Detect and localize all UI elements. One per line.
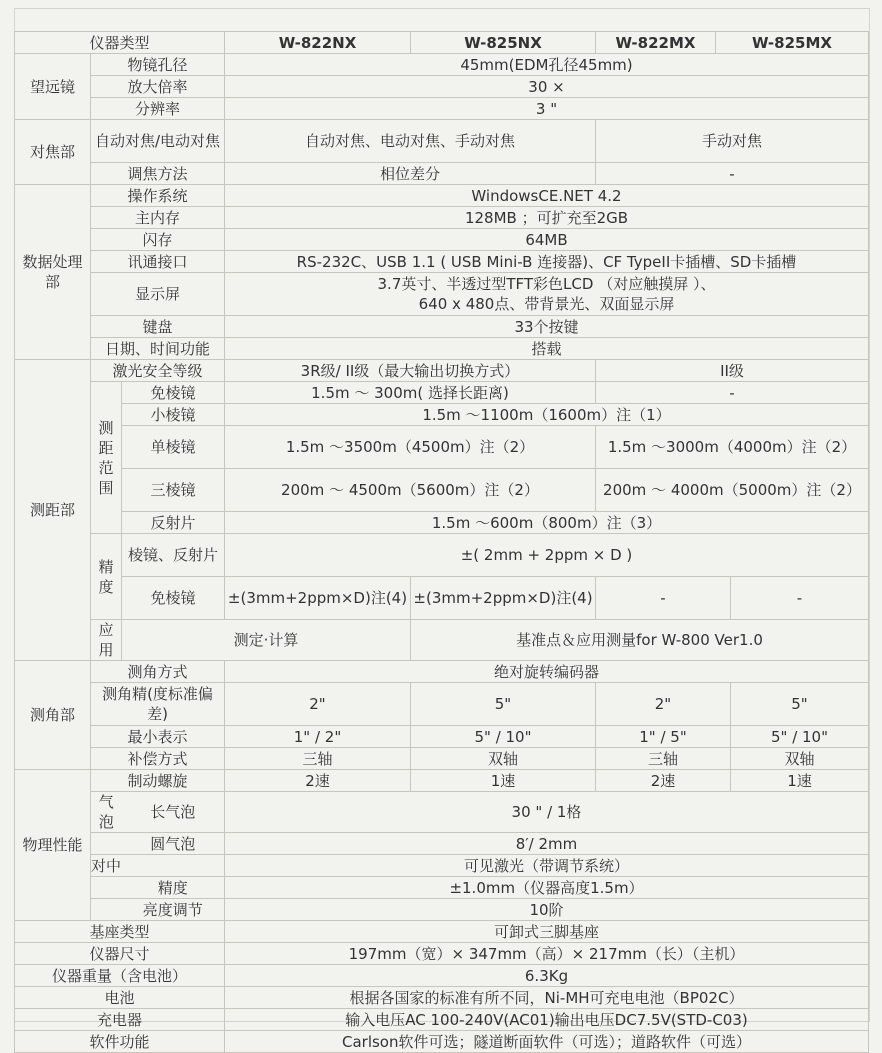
cell-value: 1" / 2" [225,726,411,748]
table-row [15,577,869,620]
cell-value: - [596,163,869,185]
cell-value: 1.5m ～3500m（4500m）注（2） [225,426,596,469]
cell-value: 3R级/ II级（最大输出切换方式） [225,360,596,382]
row-label: 三棱镜 [122,469,225,512]
cell-value: 搭载 [225,338,869,360]
cell-value: 双轴 [731,748,869,770]
cell-value: 5" [731,683,869,726]
cell-value: 1.5m ～600m（800m）注（3） [225,512,869,534]
plummet-spacer [91,877,122,899]
table-row [15,1031,869,1053]
row-label: 主内存 [91,207,225,229]
row-label: 测定·计算 [122,620,411,661]
row-label: 激光安全等级 [91,360,225,382]
row-label: 软件功能 [15,1031,225,1053]
table-row [15,360,869,382]
cell-value: 可卸式三脚基座 [225,921,869,943]
table-row [15,251,869,273]
table-row [15,229,869,251]
row-label: 讯通接口 [91,251,225,273]
table-row [15,943,869,965]
cell-value: - [596,577,731,620]
cell-value: 2" [225,683,411,726]
table-row [15,512,869,534]
cell-value: 30 " / 1格 [225,792,869,833]
table-row [15,748,869,770]
row-label: 充电器 [15,1009,225,1031]
table-row [15,76,869,98]
row-label: 小棱镜 [122,404,225,426]
cell-value: 5" / 10" [731,726,869,748]
spec-table [14,31,869,1053]
table-row [15,120,869,163]
table-row [15,833,869,855]
cell-value: 1" / 5" [596,726,731,748]
cell-value: 输入电压AC 100-240V(AC01)输出电压DC7.5V(STD-C03) [225,1009,869,1031]
row-label: 补偿方式 [91,748,225,770]
model-w822nx: W-822NX [225,32,411,54]
cell-value: 三轴 [596,748,731,770]
row-label: 最小表示 [91,726,225,748]
cell-value: - [731,577,869,620]
row-label: 圆气泡 [122,833,225,855]
cell-value: 基准点＆应用测量for W-800 Ver1.0 [411,620,869,661]
table-row [15,404,869,426]
table-row [15,534,869,577]
cell-value: 128MB ；可扩充至2GB [225,207,869,229]
cell-value: 三轴 [225,748,411,770]
cell-value: - [596,382,869,404]
cell-value: 5" [411,683,596,726]
display-line-1: 3.7英寸、半透过型TFT彩色LCD （对应触摸屏 ）、 [377,275,716,293]
table-row [15,316,869,338]
display-cell [225,273,869,316]
row-label: 基座类型 [15,921,225,943]
table-row [15,965,869,987]
cell-value: 相位差分 [225,163,596,185]
cell-value: ±(3mm+2ppm×D)注(4) [411,577,596,620]
row-label: 显示屏 [91,273,225,316]
header-label: 仪器类型 [15,32,225,54]
table-row [15,792,869,833]
cell-value: WindowsCE.NET 4.2 [225,185,869,207]
table-row [15,338,869,360]
cell-value: 197mm（宽）× 347mm（高）× 217mm（长）（主机） [225,943,869,965]
row-label: 调焦方法 [91,163,225,185]
cell-value: 8′/ 2mm [225,833,869,855]
table-row [15,877,869,899]
cell-value: 根据各国家的标准有所不同，Ni-MH可充电电池（BP02C） [225,987,869,1009]
cell-value: II级 [596,360,869,382]
table-row [15,620,869,661]
row-label: 分辨率 [91,98,225,120]
row-label: 免棱镜 [122,577,225,620]
cell-value: 1速 [731,770,869,792]
cell-value: 45mm(EDM孔径45mm) [225,54,869,76]
table-row [15,185,869,207]
row-label: 亮度调节 [122,899,225,921]
row-label: 反射片 [122,512,225,534]
group-focus: 对焦部 [15,120,91,185]
row-label: 长气泡 [122,792,225,833]
display-line-2: 640 x 480点、带背景光、双面显示屏 [418,295,675,313]
row-label: 仪器尺寸 [15,943,225,965]
model-w825mx: W-825MX [716,32,869,54]
table-row [15,273,869,316]
table-row [15,207,869,229]
table-row [15,987,869,1009]
cell-value: 2速 [596,770,731,792]
table-row [15,683,869,726]
cell-value: 2" [596,683,731,726]
bubble-spacer [91,833,122,855]
cell-value: 5" / 10" [411,726,596,748]
cell-value: 6.3Kg [225,965,869,987]
table-row [15,382,869,404]
cell-value: 1.5m ～ 300m( 选择长距离) [225,382,596,404]
row-label: 电池 [15,987,225,1009]
cell-value: 1.5m ～1100m（1600m）注（1） [225,404,869,426]
table-row [15,770,869,792]
model-w825nx: W-825NX [411,32,596,54]
row-label: 物镜孔径 [91,54,225,76]
table-row [15,469,869,512]
group-angle: 测角部 [15,661,91,770]
bubble-label: 气泡 [91,792,122,833]
row-label: 操作系统 [91,185,225,207]
cell-value: ±( 2mm + 2ppm × D ) [225,534,869,577]
row-label: 闪存 [91,229,225,251]
cell-value: 自动对焦、电动对焦、手动对焦 [225,120,596,163]
cell-value: 绝对旋转编码器 [225,661,869,683]
cell-value: 手动对焦 [596,120,869,163]
group-data-processing: 数据处理部 [15,185,91,360]
group-telescope: 望远镜 [15,54,91,120]
row-label: 自动对焦/电动对焦 [91,120,225,163]
group-accuracy: 精度 [91,534,122,620]
row-label: 测角方式 [91,661,225,683]
row-label: 放大倍率 [91,76,225,98]
table-row [15,98,869,120]
cell-value: Carlson软件可选；隧道断面软件（可选）；道路软件（可选） [225,1031,869,1053]
cell-value: ±(3mm+2ppm×D)注(4) [225,577,411,620]
cell-value: 33个按键 [225,316,869,338]
table-row [15,855,869,877]
model-w822mx: W-822MX [596,32,716,54]
header-row [15,32,869,54]
cell-value: 1速 [411,770,596,792]
row-label: 制动螺旋 [91,770,225,792]
group-ranging: 测距部 [15,360,91,661]
cell-value: 2速 [225,770,411,792]
plummet-label: 对中 [91,855,225,877]
row-label: 日期、时间功能 [91,338,225,360]
cell-value: 30 × [225,76,869,98]
cell-value: 200m ～ 4000m（5000m）注（2） [596,469,869,512]
brightness-spacer [91,899,122,921]
row-label: 精度 [122,877,225,899]
group-range: 测距范围 [91,382,122,534]
row-label: 棱镜、反射片 [122,534,225,577]
row-label: 键盘 [91,316,225,338]
cell-value: 10阶 [225,899,869,921]
group-physical: 物理性能 [15,770,91,921]
table-row [15,899,869,921]
table-row [15,426,869,469]
cell-value: 64MB [225,229,869,251]
row-label: 单棱镜 [122,426,225,469]
row-label: 测角精(度标准偏差) [91,683,225,726]
cell-value: 3 " [225,98,869,120]
cell-value: 双轴 [411,748,596,770]
cell-value: 1.5m ～3000m（4000m）注（2） [596,426,869,469]
row-label: 免棱镜 [122,382,225,404]
cell-value: RS-232C、USB 1.1 ( USB Mini-B 连接器)、CF TypeII卡插槽、SD卡插槽 [225,251,869,273]
row-label: 仪器重量（含电池） [15,965,225,987]
cell-value: 可见激光（带调节系统） [225,855,869,877]
group-application: 应用 [91,620,122,661]
table-row [15,163,869,185]
table-row [15,921,869,943]
cell-value: ±1.0mm（仪器高度1.5m） [225,877,869,899]
cell-value: 200m ～ 4500m（5600m）注（2） [225,469,596,512]
table-row [15,1009,869,1031]
table-row [15,661,869,683]
table-row [15,726,869,748]
table-row [15,54,869,76]
